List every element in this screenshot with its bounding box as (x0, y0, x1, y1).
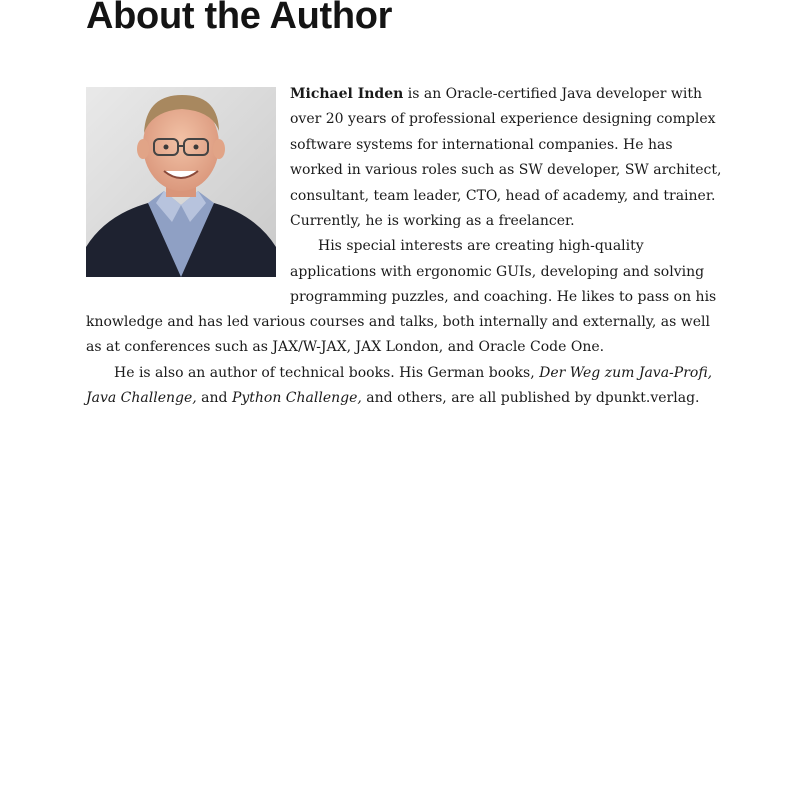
book-title: Der Weg zum Java-Profi, (539, 364, 713, 381)
book-title: Python Challenge, (231, 390, 362, 407)
bio-paragraph (86, 310, 766, 361)
page-title: About the Author (86, 0, 393, 37)
bio-line: worked in various roles such as SW developer, SW architect, (290, 162, 722, 179)
bio-line: Java Challenge, and Python Challenge, and others, are all published by dpunkt.verlag. (86, 390, 700, 407)
bio-line: His special interests are creating high-quality (318, 238, 644, 255)
book-title: Java Challenge, (86, 390, 197, 407)
author-name: Michael Inden (290, 86, 404, 102)
bio-line: knowledge and has led various courses and talks, both internally and externally, as well (86, 314, 710, 330)
bio-line: He is also an author of technical books. His German books, Der Weg zum Java-Profi, (114, 364, 713, 381)
bio-line: over 20 years of professional experience designing complex (290, 111, 716, 128)
bio-line: applications with ergonomic GUIs, developing and solving (290, 263, 705, 280)
bio-line: Currently, he is working as a freelancer. (290, 213, 575, 230)
author-photo (86, 87, 276, 277)
bio-line: software systems for international companies. He has (290, 136, 673, 153)
author-bio-top (290, 82, 760, 311)
bio-line: programming puzzles, and coaching. He likes to pass on his (290, 289, 717, 306)
bio-line: consultant, team leader, CTO, head of academy, and trainer. (290, 187, 716, 204)
books-paragraph (86, 361, 766, 412)
bio-line: as at conferences such as JAX/W-JAX, JAX London, and Oracle Code One. (86, 339, 605, 356)
bio-line: Michael Inden is an Oracle-certified Java developer with (290, 86, 702, 102)
author-bio-bottom (86, 310, 766, 412)
